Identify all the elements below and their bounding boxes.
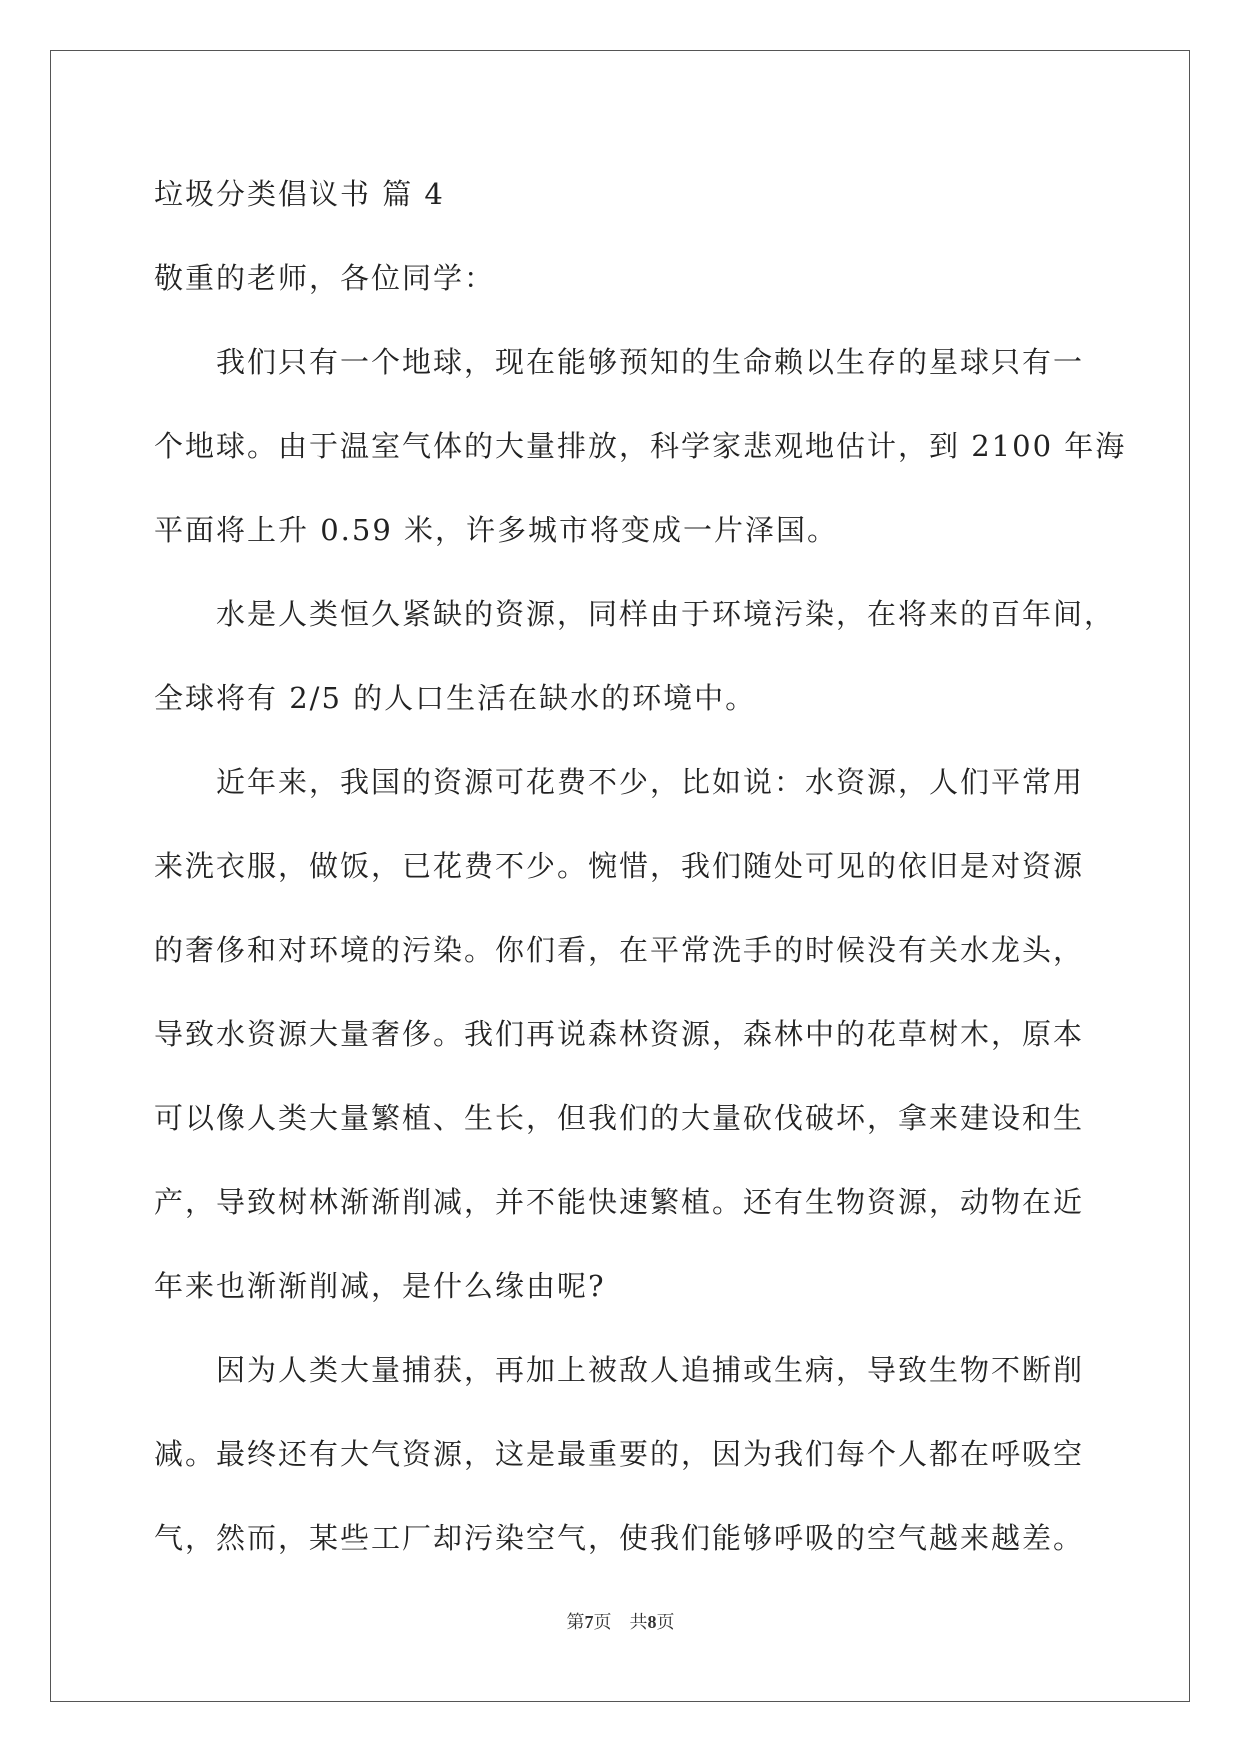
document-title: 垃圾分类倡议书 篇 4 xyxy=(154,177,445,211)
text-line: 减。最终还有大气资源，这是最重要的，因为我们每个人都在呼吸空 xyxy=(154,1437,1085,1471)
text-line: 水是人类恒久紧缺的资源，同样由于环境污染，在将来的百年间， xyxy=(216,597,1116,631)
page-suffix: 页 xyxy=(593,1612,612,1633)
page-number: 7 xyxy=(584,1612,594,1632)
text-line: 的奢侈和对环境的污染。你们看，在平常洗手的时候没有关水龙头， xyxy=(154,933,1085,967)
total-suffix: 页 xyxy=(656,1612,675,1633)
text-line: 气，然而，某些工厂却污染空气，使我们能够呼吸的空气越来越差。 xyxy=(154,1521,1085,1555)
text-line: 平面将上升 0.59 米，许多城市将变成一片泽国。 xyxy=(154,513,839,547)
paragraph-lines xyxy=(154,336,1127,1596)
text-line: 可以像人类大量繁植、生长，但我们的大量砍伐破坏，拿来建设和生 xyxy=(154,1101,1085,1135)
salutation: 敬重的老师，各位同学： xyxy=(154,261,496,295)
page-prefix: 第 xyxy=(566,1612,585,1633)
text-line: 导致水资源大量奢侈。我们再说森林资源，森林中的花草树木，原本 xyxy=(154,1017,1085,1051)
total-prefix: 共 xyxy=(629,1612,648,1633)
text-line: 因为人类大量捕获，再加上被敌人追捕或生病，导致生物不断削 xyxy=(216,1353,1085,1387)
document-body xyxy=(154,168,1127,1596)
page-footer xyxy=(0,1608,1241,1634)
text-line: 近年来，我国的资源可花费不少，比如说：水资源，人们平常用 xyxy=(216,765,1085,799)
text-line: 年来也渐渐削减，是什么缘由呢? xyxy=(154,1269,606,1303)
total-pages: 8 xyxy=(647,1612,657,1632)
text-line: 我们只有一个地球，现在能够预知的生命赖以生存的星球只有一 xyxy=(216,345,1085,379)
text-line: 全球将有 2/5 的人口生活在缺水的环境中。 xyxy=(154,681,757,715)
text-line: 来洗衣服，做饭，已花费不少。惋惜，我们随处可见的依旧是对资源 xyxy=(154,849,1085,883)
text-line: 产，导致树林渐渐削减，并不能快速繁植。还有生物资源，动物在近 xyxy=(154,1185,1085,1219)
text-line: 个地球。由于温室气体的大量排放，科学家悲观地估计，到 2100 年海 xyxy=(154,429,1127,463)
